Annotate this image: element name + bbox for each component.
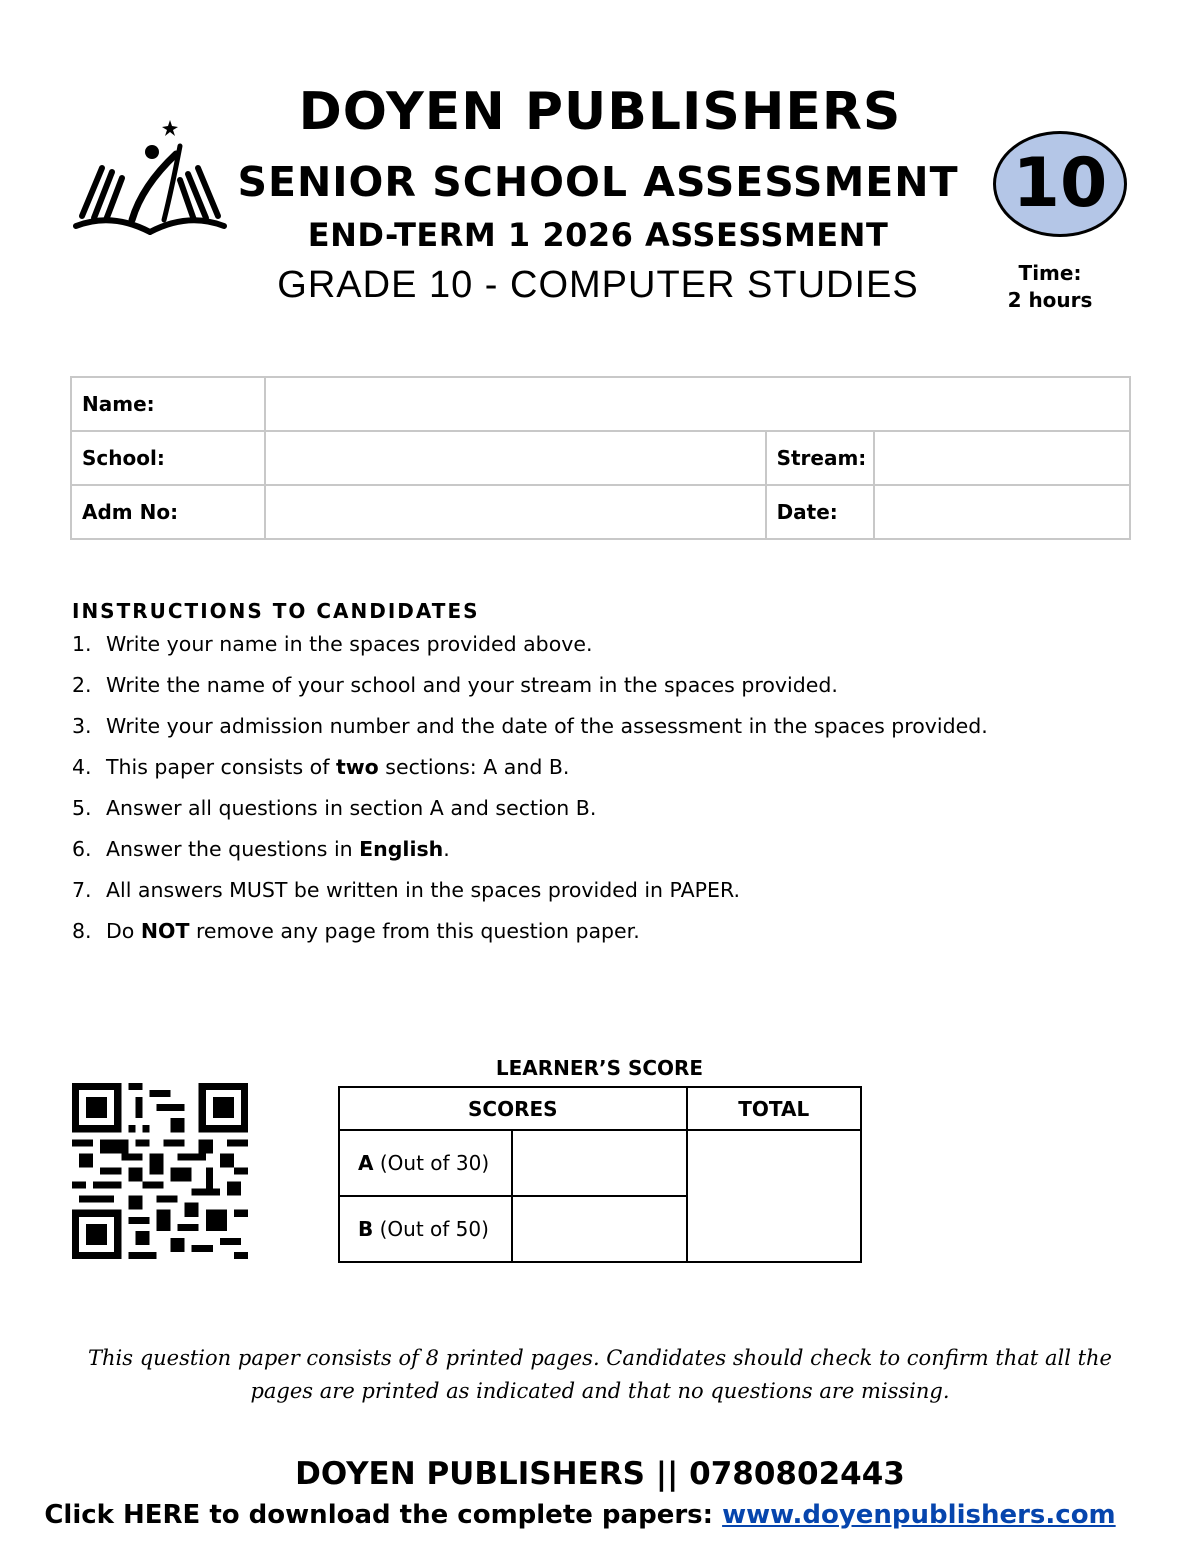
adm-no-label: Adm No: bbox=[71, 485, 265, 539]
footer-download-line bbox=[0, 1500, 1160, 1530]
name-field[interactable] bbox=[265, 377, 1130, 431]
learners-score-label: LEARNER’S SCORE bbox=[495, 1056, 704, 1080]
time-value: 2 hours bbox=[1007, 288, 1093, 312]
table-row bbox=[71, 485, 1130, 539]
section-b-score-field[interactable] bbox=[512, 1196, 686, 1262]
adm-no-field[interactable] bbox=[265, 485, 766, 539]
download-link[interactable]: www.doyenpublishers.com bbox=[722, 1500, 1116, 1530]
stream-label: Stream: bbox=[766, 431, 874, 485]
time-label: Time: bbox=[1018, 261, 1082, 285]
section-a-label: A (Out of 30) bbox=[339, 1130, 512, 1196]
download-text: Click HERE to download the complete papers: bbox=[44, 1500, 723, 1530]
list-item: 1. Write your name in the spaces provided above. bbox=[72, 632, 593, 656]
date-label: Date: bbox=[766, 485, 874, 539]
list-item: 8. Do NOT remove any page from this question paper. bbox=[72, 919, 640, 943]
list-item: 4. This paper consists of two sections: A and B. bbox=[72, 755, 570, 779]
grade-badge bbox=[993, 131, 1127, 237]
table-row bbox=[339, 1087, 861, 1130]
table-row bbox=[71, 431, 1130, 485]
school-field[interactable] bbox=[265, 431, 766, 485]
page-count-note: This question paper consists of 8 printed pages. Candidates should check to confirm that all the pages are printed as indicated and that no questions are missing. bbox=[88, 1346, 1112, 1403]
list-item: 3. Write your admission number and the date of the assessment in the spaces provided. bbox=[72, 714, 988, 738]
stream-field[interactable] bbox=[874, 431, 1130, 485]
time-block bbox=[990, 260, 1110, 314]
table-row bbox=[71, 377, 1130, 431]
grade-badge-number: 10 bbox=[1012, 144, 1108, 223]
list-item: 2. Write the name of your school and your stream in the spaces provided. bbox=[72, 673, 838, 697]
assessment-title: SENIOR SCHOOL ASSESSMENT bbox=[237, 158, 959, 206]
candidate-info-table bbox=[70, 376, 1131, 540]
list-item: 6. Answer the questions in English. bbox=[72, 837, 450, 861]
date-field[interactable] bbox=[874, 485, 1130, 539]
list-item: 7. All answers MUST be written in the spaces provided in PAPER. bbox=[72, 878, 740, 902]
section-b-label: B (Out of 50) bbox=[339, 1196, 512, 1262]
grade-subject-title: GRADE 10 - COMPUTER STUDIES bbox=[277, 264, 919, 306]
publisher-title: DOYEN PUBLISHERS bbox=[298, 82, 902, 142]
instructions-heading: INSTRUCTIONS TO CANDIDATES bbox=[72, 599, 480, 623]
score-table bbox=[338, 1086, 862, 1263]
section-a-score-field[interactable] bbox=[512, 1130, 686, 1196]
school-label: School: bbox=[71, 431, 265, 485]
list-item: 5. Answer all questions in section A and section B. bbox=[72, 796, 597, 820]
qr-code-icon[interactable] bbox=[72, 1083, 248, 1259]
instructions-list bbox=[72, 632, 988, 960]
table-row bbox=[339, 1130, 861, 1196]
name-label: Name: bbox=[71, 377, 265, 431]
term-title: END-TERM 1 2026 ASSESSMENT bbox=[307, 216, 889, 254]
total-score-field[interactable] bbox=[687, 1130, 861, 1262]
footer-publisher-line: DOYEN PUBLISHERS || 0780802443 bbox=[295, 1456, 905, 1492]
total-header: TOTAL bbox=[687, 1087, 861, 1130]
scores-header: SCORES bbox=[339, 1087, 687, 1130]
